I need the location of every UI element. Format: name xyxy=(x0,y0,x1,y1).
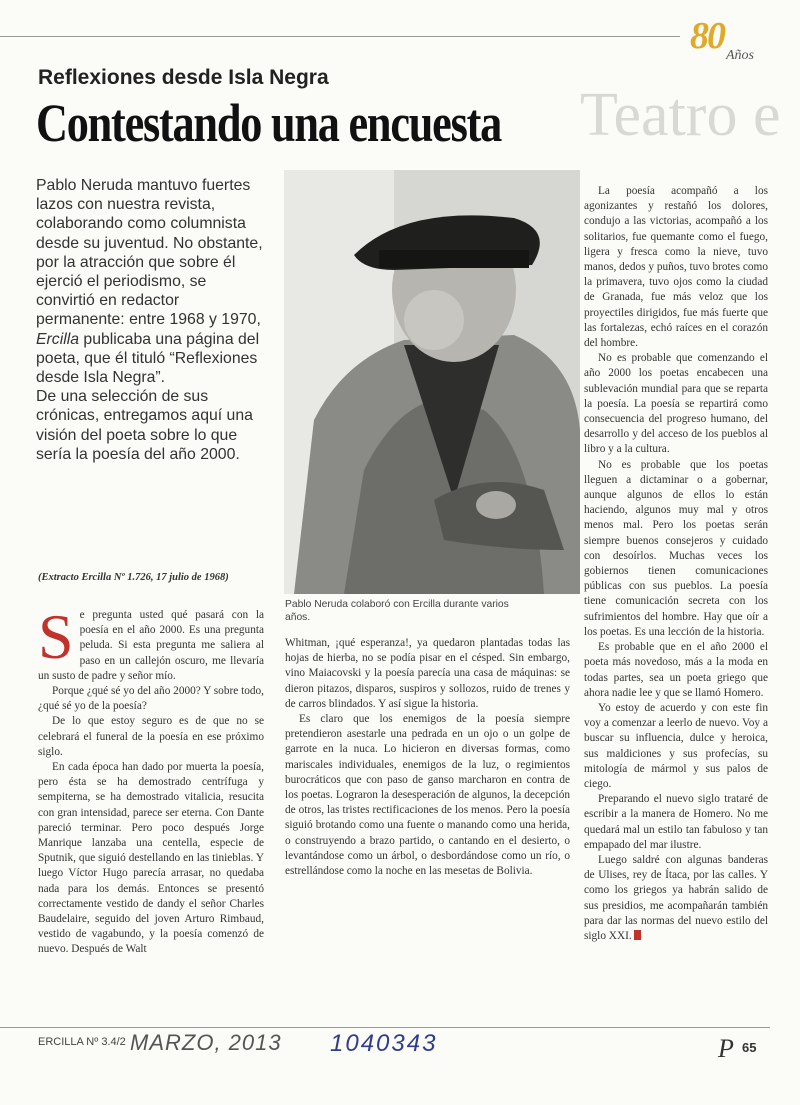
intro-part-2: publicaba una página del poeta, que él tituló “Reflexiones desde Isla Negra”. xyxy=(36,330,260,387)
page-number: 65 xyxy=(742,1040,757,1055)
top-rule xyxy=(0,36,680,37)
neruda-photo xyxy=(284,170,580,594)
paragraph-text: e pregunta usted qué pasará con la poesía en el año 2000. Es una pregunta peluda. Si esta pregunta me saliera al paso en un callejón oscuro, me llevaría un susto de padre y señor mío. xyxy=(38,609,264,682)
intro-magazine-name: Ercilla xyxy=(36,330,80,348)
drop-cap: S xyxy=(38,601,74,672)
handwritten-p-mark: P xyxy=(718,1034,734,1063)
paragraph: De lo que estoy seguro es de que no se celebrará el funeral de la poesía en ese próximo siglo. xyxy=(38,715,264,758)
intro-part-3: De una selección de sus crónicas, entregamos aquí una visión del poeta sobre lo que sería la poesía del año 2000. xyxy=(36,388,253,463)
bleed-through-heading: Teatro e xyxy=(580,81,781,149)
paragraph: En cada época han dado por muerta la poesía, pero ésta se ha demostrado centrífuga y sempiterna, se ha demostrado vitalicia, resucita con gran intensidad, parece ser eterna. Con Dante pareció terminar. Pero poco después Jorge Manrique lanzaba una centella, especie de Sputnik, que siguió destellando en las tinieblas. Y luego Víctor Hugo parecía arrasar, no quedaba nada para los demás. Entonces se presentó correctamente vestido de dandy el señor Charles Baudelaire, seguido del joven Arturo Rimbaud, vestido de vagabundo, y la poesía comenzó de nuevo. Después de Walt xyxy=(38,761,264,956)
paragraph-text: Luego saldré con algunas banderas de Ulises, rey de Ítaca, por las calles. Y como los griegos ya habrán salido de sus presidios, me acompañarán también para dar las normas del nuevo estilo del siglo XXI. xyxy=(584,853,768,942)
paragraph: Preparando el nuevo siglo trataré de escribir a la manera de Homero. No me quedará mal un estilo tan fabuloso y tan empapado del mar ilustre. xyxy=(584,793,768,851)
paragraph: Yo estoy de acuerdo y con este fin voy a comenzar a leerlo de nuevo. Voy a buscar su influencia, dulce y heroica, sus maldiciones y sus profecías, su mitología de mármol y sus palos de ciego. xyxy=(584,701,768,790)
paragraph xyxy=(584,853,768,944)
paragraph: Porque ¿qué sé yo del año 2000? Y sobre todo, ¿qué sé yo de la poesía? xyxy=(38,685,264,713)
column-1 xyxy=(38,601,264,958)
intro-part-1: Pablo Neruda mantuvo fuertes lazos con nuestra revista, colaborando como columnista desde su juventud. No obstante, por la atracción que sobre él ejerció el periodismo, se convirtió en redactor permanente: entre 1968 y 1970, xyxy=(36,177,263,329)
portrait-illustration xyxy=(284,170,580,594)
handwritten-code: 1040343 xyxy=(330,1030,438,1057)
column-3 xyxy=(584,184,768,944)
anniversary-badge xyxy=(686,14,772,80)
section-kicker: Reflexiones desde Isla Negra xyxy=(38,66,329,89)
paragraph: Es claro que los enemigos de la poesía siempre pretendieron asestarle una pedrada en un ojo o un golpe de garrote en la nuca. Lo hicieron en diversas formas, como mariscales individuales, enemigos de la luz, o regimientos burocráticos que con paso de ganso marcharon en contra de los poetas. Lograron la desesperación de algunos, la decepción de otros, las tristes rectificaciones de los menos. Pero la poesía siguió brotando como una fuente o manando como una herida, o construyendo a brazo partido, o cantando en el desierto, o levantándose como un árbol, o desbordándose como un río, o estrellándose como la noche en las mesetas de Bolivia. xyxy=(285,713,570,878)
intro-text xyxy=(36,176,264,464)
handwritten-date: MARZO, 2013 xyxy=(130,1030,282,1055)
article-title: Contestando una encuesta xyxy=(36,93,502,153)
end-mark-icon xyxy=(634,930,641,940)
column-2 xyxy=(285,636,570,879)
paragraph: Whitman, ¡qué esperanza!, ya quedaron plantadas todas las hojas de hierba, no se podía pisar en el césped. Sin embargo, vino Maiacovski y la poesía parecía una casa de máquinas: se dieron pitazos, disparos, suspiros y sollozos, ruido de trenes y de carros blindados. Y así sigue la historia. xyxy=(285,637,570,710)
badge-label: Años xyxy=(726,48,754,63)
paragraph: No es probable que comenzando el año 2000 los poetas encabecen una sublevación mundial para que se reparta la poesía. La poesía se repartirá como consecuencia del progreso humano, del desarrollo y del acceso de los pueblos al libro y a la cultura. xyxy=(584,352,768,456)
photo-caption: Pablo Neruda colaboró con Ercilla durante varios años. xyxy=(285,599,509,623)
paragraph: No es probable que los poetas lleguen a dictaminar o a gobernar, aunque algunos de ellos lo están haciendo, algunos muy mal y otros menos mal. Pero los poetas serán siempre buenos consejeros y cuidado con desoírlos. Muchas veces los gobiernos tienen comunicaciones públicas con sus pueblos. La poesía tiene comunicación secreta con los sufrimientos del hombre. Hay que oír a los poetas. Es una lección de la historia. xyxy=(584,458,768,638)
source-note: (Extracto Ercilla Nº 1.726, 17 julio de 1968) xyxy=(38,572,229,583)
issue-label: ERCILLA Nº 3.4/2 xyxy=(38,1036,126,1048)
paragraph: La poesía acompañó a los agonizantes y restañó los dolores, condujo a las victorias, acompañó a los solitarios, fue quemante como el fuego, ligera y fresca como la nieve, tuvo manos, dedos y puños, tuvo brotes como la primavera, tuvo ojos como la ciudad de Granada, fue más veloz que los proyectiles dirigidos, fue más fuerte que las fortalezas, echó raíces en el corazón del hombre. xyxy=(584,185,768,350)
paragraph: Es probable que en el año 2000 el poeta más novedoso, más a la moda en todas partes, sea un poeta griego que ahora nadie lee y que se llamó Homero. xyxy=(584,641,768,699)
footer-rule xyxy=(0,1027,770,1028)
badge-number: 80 xyxy=(690,15,724,57)
paragraph xyxy=(38,601,264,684)
